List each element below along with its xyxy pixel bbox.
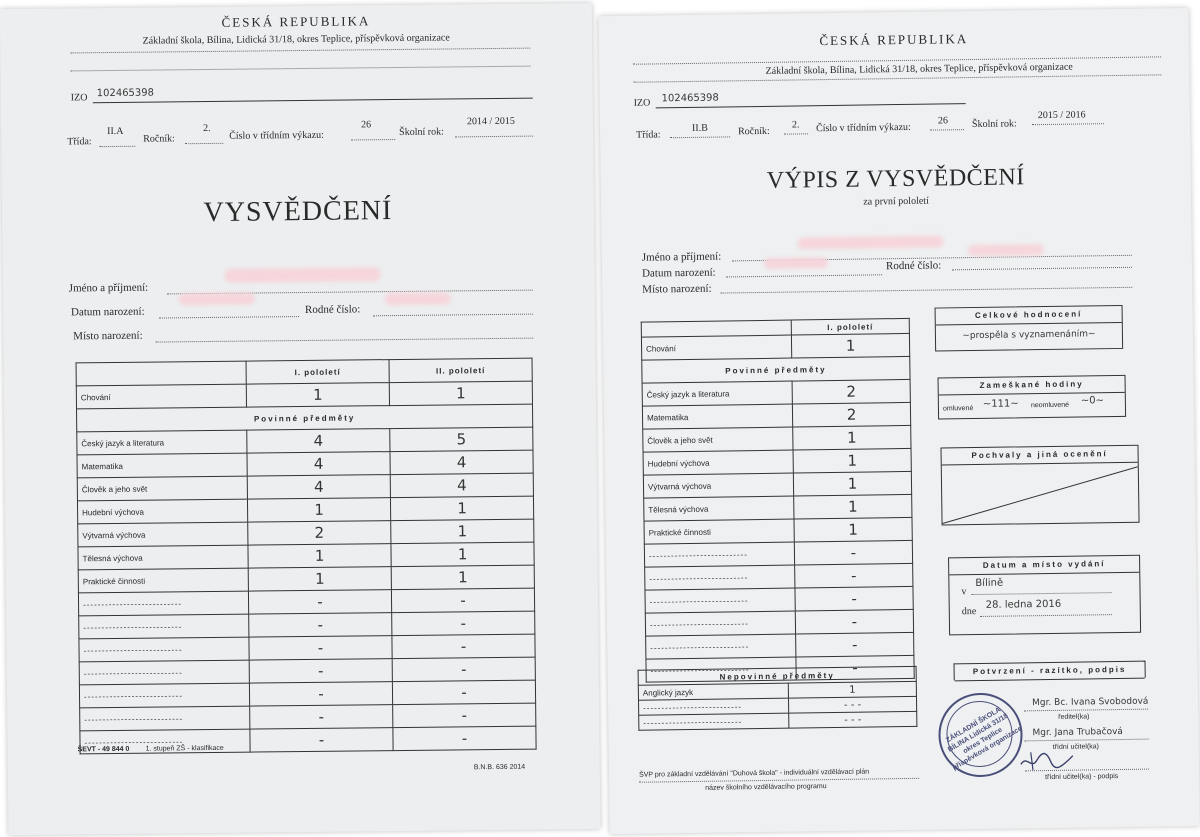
overall-value: ~prospěla s vyznamenáním~ (962, 329, 1096, 342)
birthdate-label: Datum narození: (70, 305, 145, 319)
school-name: Základní škola, Bílina, Lidická 31/18, okres Teplice, příspěvková organizace (142, 32, 450, 47)
izo-value: 102465398 (96, 87, 155, 100)
subject-label: --------------------------- (645, 611, 795, 636)
subject-grade-1: - (250, 728, 393, 752)
table-row (639, 711, 917, 730)
subject-grade-2: 1 (391, 519, 534, 543)
cislo-value: 26 (937, 115, 949, 127)
subject-label: Praktické činnosti (78, 568, 248, 593)
behavior-grade-2: 1 (389, 381, 532, 405)
subject-label: --------------------------- (645, 565, 795, 590)
rok-value: 2015 / 2016 (1037, 109, 1086, 122)
subject-grade-2: 1 (391, 542, 534, 566)
teacher-sign-role: třídní učitel(ka) - podpis (1045, 773, 1119, 782)
izo-label: IZO (633, 97, 651, 109)
school-stamp (938, 692, 1023, 777)
certificate-left (0, 3, 600, 835)
subject-grade-2: - (393, 726, 536, 750)
director-role: ředitel(ka) (1058, 713, 1090, 721)
subject-label: Český jazyk a literatura (642, 381, 792, 406)
subject-grade-1: 2 (792, 402, 910, 427)
subject-label: Tělesná výchova (78, 545, 248, 570)
subject-grade-1: - (795, 563, 913, 588)
birthnumber-label: Rodné číslo: (885, 259, 942, 273)
subject-label: Hudební výchova (643, 450, 793, 475)
subject-label: Anglický jazyk (638, 683, 788, 700)
subject-grade-1: - (249, 636, 392, 660)
subject-label: Tělesná výchova (644, 496, 794, 521)
subject-label: --------------------------- (78, 591, 248, 616)
grades-table (641, 318, 915, 683)
confirm-header: Potvrzení - razítko, podpis (955, 662, 1145, 682)
col-header-2: II. pololetí (389, 358, 532, 382)
subject-grade-1: 1 (248, 567, 391, 591)
birthplace-label: Místo narození: (73, 329, 143, 343)
date-label: dne (961, 606, 977, 618)
rocnik-label: Ročník: (143, 133, 175, 145)
subject-label: --------------------------- (79, 637, 249, 662)
subject-grade-1: - (249, 613, 392, 637)
birthdate-label: Datum narození: (641, 266, 716, 280)
subject-grade-1: - (249, 682, 392, 706)
subject-label: Český jazyk a literatura (77, 430, 247, 455)
subject-grade-1: 2 (792, 379, 910, 404)
subject-label: --------------------------- (646, 657, 796, 682)
behavior-label: Chování (641, 335, 791, 360)
izo-value: 102465398 (661, 92, 719, 105)
subject-label: Člověk a jeho svět (77, 476, 247, 501)
subject-grade-1: - - - (789, 711, 917, 728)
place-label: v (961, 586, 967, 598)
subject-grade-1: - - - (788, 696, 916, 713)
cislo-value: 26 (361, 119, 372, 131)
redacted-birthnumber (385, 292, 451, 305)
optional-header: Nepovinné předměty (638, 666, 916, 685)
redacted-name (798, 235, 944, 249)
subject-grade-1: - (796, 632, 914, 657)
confirm-box (954, 661, 1146, 681)
behavior-grade-1: 1 (791, 333, 909, 358)
certificate-subtitle: za první pololetí (863, 195, 929, 208)
subject-grade-2: - (392, 634, 535, 658)
cislo-label: Číslo v třídním výkazu: (229, 129, 324, 142)
subject-label: Praktické činnosti (644, 519, 794, 544)
subject-grade-1: 1 (788, 681, 916, 698)
subject-grade-1: 1 (248, 544, 391, 568)
subject-grade-2: - (393, 703, 536, 727)
subject-grade-1: - (249, 659, 392, 683)
teacher-name: Mgr. Jana Trubačová (1032, 726, 1123, 739)
subject-grade-2: 4 (390, 450, 533, 474)
subject-label: --------------------------- (79, 614, 249, 639)
behavior-label: Chování (76, 384, 246, 409)
rocnik-value: 2. (791, 119, 800, 131)
unexcused-value: ~0~ (1080, 395, 1105, 407)
trida-value: II.A (107, 125, 124, 138)
praise-box (940, 445, 1139, 526)
stamp-text: ZÁKLADNÍ ŠKOLA BÍLINA Lidická 31/18 okres Teplice příspěvková organizace (945, 706, 1024, 772)
subject-label: Člověk a jeho svět (643, 427, 793, 452)
rocnik-value: 2. (203, 122, 211, 135)
subject-grade-1: - (248, 590, 391, 614)
grades-table (76, 358, 537, 755)
subject-label: Matematika (77, 453, 247, 478)
subject-grade-1: - (796, 655, 914, 680)
subject-label: --------------------------- (639, 713, 789, 730)
country-header: ČESKÁ REPUBLIKA (819, 31, 969, 49)
subject-grade-2: 4 (390, 473, 533, 497)
col-header-1: I. pololetí (246, 360, 389, 384)
issue-header: Datum a místo vydání (949, 556, 1139, 576)
name-label: Jméno a příjmení: (641, 250, 722, 264)
subject-grade-1: 4 (247, 475, 390, 499)
redacted-birthnumber (968, 244, 1044, 256)
subject-grade-1: 1 (794, 517, 912, 542)
absence-box (938, 375, 1127, 420)
certificate-title: VYSVĚDČENÍ (203, 195, 393, 229)
certificate-title: VÝPIS Z VYSVĚDČENÍ (766, 164, 1025, 194)
subject-grade-1: - (794, 540, 912, 565)
subject-grade-2: - (392, 657, 535, 681)
cislo-label: Číslo v třídním výkazu: (815, 121, 911, 135)
svp-caption: název školního vzdělávacího programu (705, 783, 827, 792)
trida-label: Třída: (67, 136, 92, 148)
optional-table (638, 666, 918, 731)
subject-grade-1: 4 (247, 429, 390, 453)
subject-label: --------------------------- (645, 588, 795, 613)
place-value: Bílině (975, 577, 1004, 590)
subject-grade-2: - (392, 680, 535, 704)
footer-desc: 1. stupeň ZŠ - klasifikace (145, 744, 224, 753)
redacted-birthdate (764, 257, 828, 269)
subject-label: --------------------------- (80, 729, 250, 754)
subject-label: --------------------------- (638, 698, 788, 715)
izo-label: IZO (70, 92, 88, 104)
subject-label: --------------------------- (79, 683, 249, 708)
birthnumber-label: Rodné číslo: (304, 303, 361, 316)
birthplace-label: Místo narození: (642, 282, 712, 296)
overall-box (935, 305, 1124, 352)
subject-grade-2: 1 (390, 496, 533, 520)
subject-grade-1: - (250, 705, 393, 729)
rocnik-label: Ročník: (737, 125, 770, 138)
subject-grade-1: 4 (247, 452, 390, 476)
subject-grade-2: - (392, 611, 535, 635)
school-name: Základní škola, Bílina, Lidická 31/18, okres Teplice, příspěvková organizace (765, 61, 1073, 77)
redacted-birthdate (179, 293, 255, 306)
teacher-role: třídní učitel(ka) (1052, 743, 1100, 751)
footer-code: ŠEVT - 49 844 0 (77, 745, 130, 754)
behavior-grade-1: 1 (246, 383, 389, 407)
section-label: Povinné předměty (642, 356, 910, 383)
subject-grade-1: 1 (793, 425, 911, 450)
subject-label: Výtvarná výchova (643, 473, 793, 498)
subject-grade-1: 2 (248, 521, 391, 545)
date-value: 28. ledna 2016 (985, 598, 1062, 611)
section-label: Povinné předměty (77, 404, 533, 432)
subject-label: Výtvarná výchova (78, 522, 248, 547)
subject-grade-1: - (795, 609, 913, 634)
subject-label: Matematika (642, 404, 792, 429)
svp-line: ŠVP pro základní vzdělávání "Duhová škola" - individuální vzdělávací plán (638, 768, 870, 779)
col-header-1: I. pololetí (791, 318, 909, 335)
subject-grade-2: - (391, 588, 534, 612)
issue-box (948, 555, 1141, 636)
subject-grade-1: 1 (793, 448, 911, 473)
unexcused-label: neomluvené (1030, 401, 1070, 410)
praise-header: Pochvaly a jiná ocenění (942, 446, 1138, 466)
subject-label: --------------------------- (644, 542, 794, 567)
subject-grade-1: 1 (247, 498, 390, 522)
subject-grade-1: 1 (793, 471, 911, 496)
subject-grade-1: 1 (794, 494, 912, 519)
subject-label: --------------------------- (79, 660, 249, 685)
strike-line (942, 463, 1139, 526)
country-header: ČESKÁ REPUBLIKA (221, 13, 371, 30)
subject-label: Hudební výchova (77, 499, 247, 524)
subject-grade-2: 1 (391, 565, 534, 589)
subject-grade-1: - (795, 586, 913, 611)
absence-header: Zameškané hodiny (939, 376, 1125, 396)
overall-header: Celkové hodnocení (936, 306, 1122, 326)
rok-value: 2014 / 2015 (466, 115, 515, 128)
subject-label: --------------------------- (80, 706, 250, 731)
footer-bnb: B.N.B. 636 2014 (473, 763, 526, 772)
rok-label: Školní rok: (399, 126, 444, 138)
name-label: Jméno a příjmení: (68, 281, 149, 295)
redacted-name (225, 267, 381, 283)
excused-value: ~111~ (982, 398, 1019, 410)
subject-label: --------------------------- (646, 634, 796, 659)
subject-grade-2: 5 (390, 427, 533, 451)
rok-label: Školní rok: (971, 118, 1017, 131)
director-name: Mgr. Bc. Ivana Svobodová (1032, 696, 1149, 709)
excused-label: omluvené (942, 405, 974, 413)
certificate-right (598, 8, 1199, 834)
trida-value: II.B (691, 122, 708, 134)
trida-label: Třída: (636, 129, 661, 141)
